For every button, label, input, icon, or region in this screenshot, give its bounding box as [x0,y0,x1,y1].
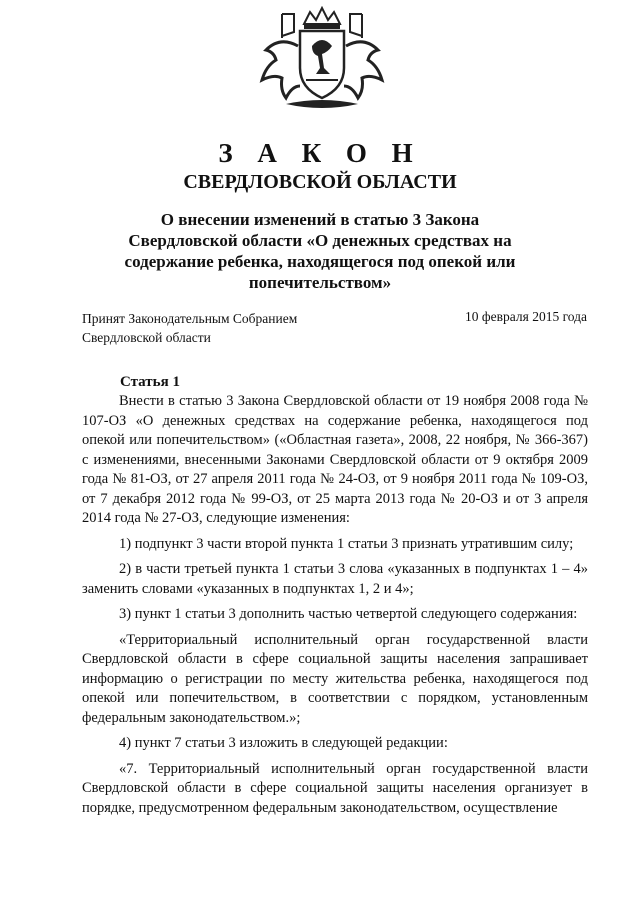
paragraph: «Территориальный исполнительный орган государственной власти Свердловской области в сфере социальной защиты населения запрашивает информацию о регистрации по месту жительства ребенка, находящегося под опекой или попечительством, в соответствии с порядком, установленным федеральным законодательством.»; [82,631,588,726]
sverdlovsk-coat-of-arms-icon [256,6,388,114]
adoption-line-1: Принят Законодательным Собранием [82,311,298,326]
document-region: СВЕРДЛОВСКОЙ ОБЛАСТИ [183,171,457,193]
paragraph: 4) пункт 7 статьи 3 изложить в следующей редакции: [119,735,448,751]
document-title: З А К О Н [218,138,422,168]
paragraph: 1) подпункт 3 части второй пункта 1 статьи 3 признать утратившим силу; [119,535,574,552]
paragraph: Внести в статью 3 Закона Свердловской области от 19 ноября 2008 года № 107-ОЗ «О денежных средствах на содержание ребенка, находящегося под опекой или попечительством» («Областная газета», 2008, 22 ноября, № 366-367) с изменениями, внесенными Законами Свердловской области от 9 октября 2009 года № 81-ОЗ, от 27 апреля 2011 года № 24-ОЗ, от 9 ноября 2011 года № 109-ОЗ, от 7 декабря 2012 года № 99-ОЗ, от 25 марта 2013 года № 20-ОЗ и от 3 апреля 2014 года № 27-ОЗ, следующие изменения: [82,393,588,526]
document-subject: О внесении изменений в статью 3 Закона Свердловской области «О денежных средствах на содержание ребенка, находящегося под опекой или попечительством» [124,210,516,292]
article-body [82,392,588,824]
article-heading: Статья 1 [120,374,180,390]
adoption-note [82,309,297,347]
adoption-date: 10 февраля 2015 года [465,309,587,324]
paragraph: 2) в части третьей пункта 1 статьи 3 слова «указанных в подпунктах 1 – 4» заменить словами «указанных в подпунктах 1, 2 и 4»; [82,561,588,597]
adoption-line-2: Свердловской области [82,330,211,345]
paragraph: 3) пункт 1 статьи 3 дополнить частью четвертой следующего содержания: [119,606,578,622]
paragraph: «7. Территориальный исполнительный орган государственной власти Свердловской области в сфере социальной защиты населения организует в порядке, предусмотренном федеральным законодательством, осуществление [82,760,588,816]
